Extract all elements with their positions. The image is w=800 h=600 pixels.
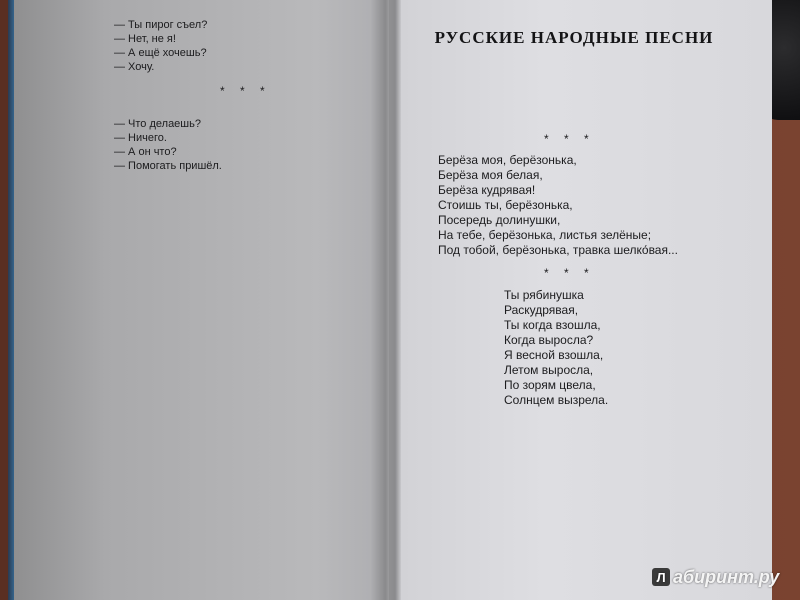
poem-line: Раскудрявая, [504, 303, 579, 317]
poem-line: Берёза моя белая, [438, 168, 543, 182]
open-book [14, 0, 772, 600]
labirint-watermark [652, 564, 779, 590]
dialogue-line: — Ты пирог съел? [114, 19, 208, 31]
watermark-text: абиринт.ру [673, 566, 780, 587]
poem-line: Берёза кудрявая! [438, 183, 536, 197]
dialogue-line: — Ничего. [114, 132, 167, 144]
dialogue-block-1 [114, 18, 207, 74]
poem-line: Летом выросла, [504, 363, 594, 377]
dialogue-line: — А ещё хочешь? [114, 47, 207, 59]
poem-line: Я весной взошла, [504, 348, 604, 362]
poem-rowan [504, 288, 608, 408]
dialogue-block-2 [114, 117, 222, 173]
section-separator: * * * [544, 266, 595, 280]
dialogue-line: — Помогать пришёл. [114, 160, 222, 172]
poem-line: Ты рябинушка [504, 288, 584, 302]
section-separator: * * * [544, 132, 595, 146]
dialogue-line: — Что делаешь? [114, 118, 201, 130]
poem-line: Ты когда взошла, [504, 318, 601, 332]
page-title: РУССКИЕ НАРОДНЫЕ ПЕСНИ [434, 28, 714, 47]
dialogue-line: — Хочу. [114, 61, 155, 73]
poem-line: По зорям цвела, [504, 378, 596, 392]
poem-line: Солнцем вызрела. [504, 393, 609, 407]
poem-line: На тебе, берёзонька, листья зелёные; [438, 228, 652, 242]
poem-line: Стоишь ты, берёзонька, [438, 198, 573, 212]
section-separator: * * * [220, 84, 271, 98]
dialogue-line: — А он что? [114, 146, 177, 158]
dialogue-line: — Нет, не я! [114, 33, 176, 45]
poem-line: Посередь долинушки, [438, 213, 561, 227]
right-page [404, 0, 779, 600]
book-gutter [389, 0, 401, 600]
poem-line: Когда выросла? [504, 333, 594, 347]
poem-birch [438, 153, 678, 258]
poem-line: Берёза моя, берёзонька, [438, 153, 577, 167]
left-page [34, 0, 386, 600]
labirint-logo-icon: Л [652, 568, 670, 586]
poem-line: Под тобой, берёзонька, травка шелко́вая... [438, 243, 678, 257]
